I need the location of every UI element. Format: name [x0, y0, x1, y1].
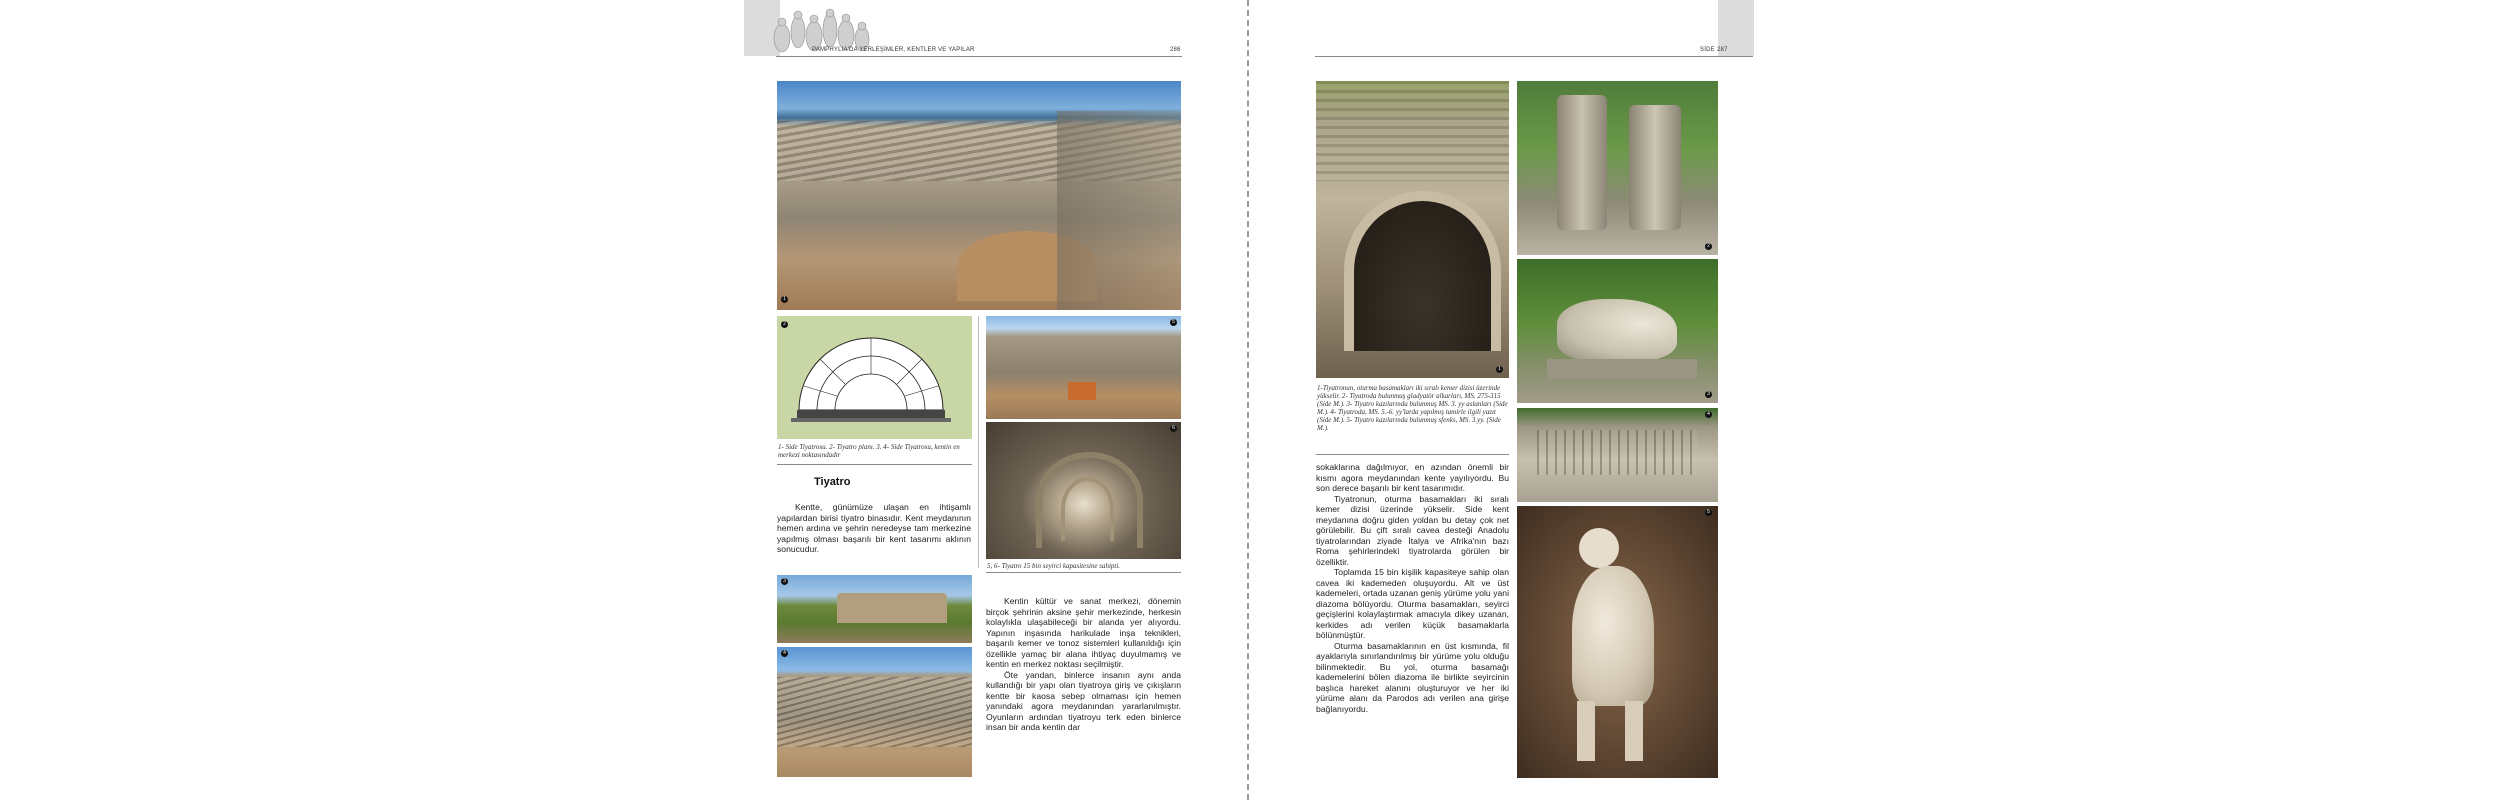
theatre-plan-drawing	[777, 316, 972, 439]
arched-niche-photo	[1316, 81, 1509, 378]
paragraph: Oturma basamaklarının en üst kısmında, fil ayaklarıyla sınırlandırılmış bir yürüme yolu olduğu bilinmektedir. Bu yol, oturma basamağı kademelerini bölen diazoma ile birlikte seyircinin başlıca hareket alanını oluşturuyor ve her iki yürüme alanı da Parodos adı verilen ana girişe bağlanıyordu.	[1316, 640, 1509, 714]
photo-number-badge: 4	[781, 650, 788, 657]
photo-number-badge: 2	[781, 321, 788, 328]
left-page-number: 286	[1170, 47, 1181, 53]
right-page-number: 287	[1717, 47, 1728, 53]
column-divider	[978, 316, 979, 568]
theatre-exterior-photo	[777, 575, 972, 643]
right-column-text	[1316, 462, 1509, 714]
photo-number-badge: 1	[1496, 366, 1503, 373]
paragraph: Tiyatronun, oturma basamakları iki sıralı kemer dizisi üzerinde yükselir. Side kent meydanına doğru giden yoldan bu detay çok net görülebilir. Bu çift sıralı cavea desteği Anadolu tiyatrolarından ziyade İtalya ve Afrika'nın bazı Roma şehirlerindeki tiyatrolarda görülen bir özelliktir.	[1316, 493, 1509, 567]
photo-number-badge: 3	[1705, 391, 1712, 398]
left-column-2-text	[986, 596, 1181, 733]
plan-caption: 1- Side Tiyatrosu. 2- Tiyatro planı. 3. 4- Side Tiyatrosu, kentin en merkezi noktasındadır	[778, 443, 960, 459]
theatre-seating-photo	[777, 647, 972, 777]
plan-caption-rule	[777, 464, 972, 465]
left-header-rule	[776, 56, 1182, 57]
vaulted-corridor-photo	[986, 422, 1181, 559]
photo-number-badge: 5	[1170, 319, 1177, 326]
sphinx-statue-photo	[1517, 506, 1718, 778]
paragraph: Kentte, günümüze ulaşan en ihtişamlı yapılardan birisi tiyatro binasıdır. Kent meydanının hemen ardına ve şehrin neredeyse tam merkezine yapılmış olması başarılı bir kent tasarımı aklının sonucudur.	[777, 502, 971, 554]
paragraph: Toplamda 15 bin kişilik kapasiteye sahip olan cavea iki kademeden oluşuyordu. Alt ve üst kademeleri, ortada uzanan geniş yürüme yolu yani diazoma bölüyordu. Oturma basamakları, seyirci geçişlerini kolaylaştırmak amacıyla dikey uzanan, kerkides adı verilen küçük basamaklarla bölünmüştür.	[1316, 567, 1509, 640]
corridor-caption-rule	[986, 572, 1181, 573]
gladiator-reliefs-photo	[1517, 81, 1718, 255]
photo-number-badge: 1	[781, 296, 788, 303]
photo-number-badge: 6	[1170, 425, 1177, 432]
left-running-head: PAMPHYLIA'DA YERLEŞİMLER, KENTLER VE YAPILAR	[812, 47, 975, 53]
photo-number-badge: 5	[1705, 509, 1712, 516]
lion-statue-photo	[1517, 259, 1718, 403]
inscription-photo	[1517, 408, 1718, 502]
right-caption: 1-Tiyatronun, oturma basamakları iki sıralı kemer dizisi üzerinde yükselir. 2- Tiyatroda bulunmuş gladyatör alkarları, MS. 275-315 (Side M.). 3- Tiyatro kazılarında bulunmuş MS. 3. yy aslanları (Side M.). 4- Tiyatroda, MS. 5.-6. yy'larda yapılmış tamirle ilgili yazıt (Side M.). 5- Tiyatro kazılarında bulunmuş sfenks, MS. 3.yy. (Side M.).	[1317, 384, 1508, 432]
right-caption-rule	[1316, 454, 1509, 455]
theatre-panorama-photo	[777, 81, 1181, 310]
right-running-head: SİDE	[1700, 47, 1715, 53]
corridor-caption: 5, 6- Tiyatro 15 bin seyirci kapasitesine sahipti.	[987, 562, 1121, 570]
theatre-orchestra-photo	[986, 316, 1181, 419]
paragraph: sokaklarına dağılmıyor, en azından önemli bir kısmı agora meydanından kente yayılıyordu. Bu son derece başarılı bir kent tasarımıdır.	[1316, 462, 1509, 493]
section-title: Tiyatro	[814, 476, 851, 488]
photo-number-badge: 3	[781, 578, 788, 585]
photo-number-badge: 4	[1705, 411, 1712, 418]
page-spread-divider	[1247, 0, 1249, 800]
left-column-1-text	[777, 502, 971, 555]
paragraph: Öte yandan, binlerce insanın aynı anda kullandığı bir yapı olan tiyatroya giriş ve çıkışların kentte bir kaosa sebep olmaması için hemen yanındaki agora meydanından yararlanılmıştır. Oyunların ardından tiyatroyu terk eden binlerce insan bir anda kentin dar	[986, 669, 1181, 732]
right-header-rule	[1315, 56, 1753, 57]
photo-number-badge: 2	[1705, 243, 1712, 250]
paragraph: Kentin kültür ve sanat merkezi, dönemin birçok şehrinin aksine şehir merkezinde, herkesin kolaylıkla ulaşabileceği bir alanda yer alıyordu. Yapının inşasında harikulade inşa teknikleri, başarılı kemer ve tonoz sistemleri kullanıldığı için özellikle yamaç bir alana ihtiyaç duyulmamış ve kentin en merkez noktası seçilmiştir.	[986, 596, 1181, 669]
